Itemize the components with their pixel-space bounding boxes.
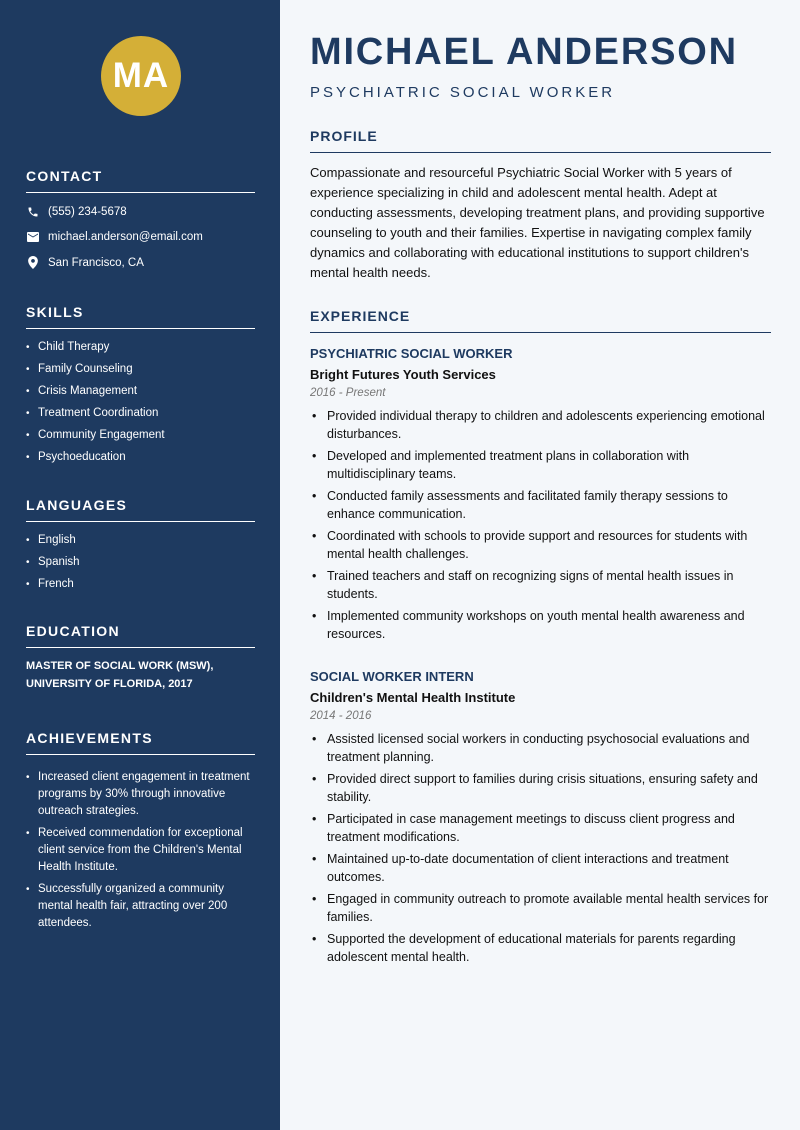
language-item: • English (26, 532, 255, 549)
skill-item: • Psychoeducation (26, 449, 255, 466)
contact-email-text: michael.anderson@email.com (48, 231, 203, 244)
job-role: PSYCHIATRIC SOCIAL WORKER (310, 346, 513, 361)
education-line-1: MASTER OF SOCIAL WORK (MSW), (26, 660, 214, 672)
job-company: Children's Mental Health Institute (310, 690, 516, 705)
education-section (26, 623, 255, 693)
sidebar (0, 0, 280, 1130)
language-item: • French (26, 576, 255, 593)
education-title: EDUCATION (26, 623, 255, 648)
experience-title: EXPERIENCE (310, 308, 771, 333)
contact-location-text: San Francisco, CA (48, 256, 144, 269)
job-dates: 2016 - Present (310, 387, 386, 399)
achievement-item: • Received commendation for exceptional client service from the Children's Mental Health Institute. (26, 825, 255, 876)
contact-location (26, 250, 255, 276)
skill-item: • Family Counseling (26, 361, 255, 378)
job-entry (310, 346, 771, 647)
profile-title: PROFILE (310, 128, 771, 153)
skill-item: • Crisis Management (26, 383, 255, 400)
contact-section (26, 168, 255, 276)
job-bullet: • Participated in case management meetings to discuss client progress and treatment modifications. (310, 810, 771, 846)
skill-item: • Treatment Coordination (26, 405, 255, 422)
job-bullet: • Provided individual therapy to children and adolescents experiencing emotional disturbances. (310, 407, 771, 443)
achievement-item: • Successfully organized a community mental health fair, attracting over 200 attendees. (26, 881, 255, 932)
languages-list (26, 532, 255, 593)
education-degree (26, 657, 255, 693)
achievement-item: • Increased client engagement in treatment programs by 30% through innovative outreach strategies. (26, 769, 255, 820)
location-icon (26, 256, 40, 270)
job-company: Bright Futures Youth Services (310, 367, 496, 382)
job-bullet: • Engaged in community outreach to promote available mental health services for families. (310, 890, 771, 926)
achievements-title: ACHIEVEMENTS (26, 730, 255, 755)
job-bullet: • Maintained up-to-date documentation of client interactions and treatment outcomes. (310, 850, 771, 886)
candidate-name: MICHAEL ANDERSON (310, 31, 738, 73)
skills-list (26, 339, 255, 466)
candidate-title: PSYCHIATRIC SOCIAL WORKER (310, 84, 616, 101)
profile-text: Compassionate and resourceful Psychiatric Social Worker with 5 years of experience specializing in child and adolescent mental health. Adept at conducting assessments, developing treatment plans, and providing supportive counseling to youth and their families. Expertise in navigating complex family dynamics and collaborating with educational institutions to support children's mental health needs. (310, 165, 765, 280)
achievements-section (26, 730, 255, 937)
skill-item: • Child Therapy (26, 339, 255, 356)
job-bullets (310, 730, 771, 966)
email-icon (26, 230, 40, 244)
job-bullet: • Implemented community workshops on youth mental health awareness and resources. (310, 607, 771, 643)
job-bullets (310, 407, 771, 643)
contact-phone[interactable] (26, 199, 255, 225)
language-item: • Spanish (26, 554, 255, 571)
job-dates: 2014 - 2016 (310, 710, 372, 722)
skills-section (26, 304, 255, 471)
job-entry (310, 669, 771, 970)
job-bullet: • Coordinated with schools to provide support and resources for students with mental health challenges. (310, 527, 771, 563)
phone-icon (26, 205, 40, 219)
contact-email[interactable] (26, 225, 255, 251)
job-bullet: • Supported the development of educational materials for parents regarding adolescent mental health. (310, 930, 771, 966)
job-role: SOCIAL WORKER INTERN (310, 669, 474, 684)
job-bullet: • Provided direct support to families during crisis situations, ensuring safety and stability. (310, 770, 771, 806)
job-bullet: • Assisted licensed social workers in conducting psychosocial evaluations and treatment planning. (310, 730, 771, 766)
contact-phone-text: (555) 234-5678 (48, 205, 127, 218)
job-bullet: • Conducted family assessments and facilitated family therapy sessions to enhance communication. (310, 487, 771, 523)
skills-title: SKILLS (26, 304, 255, 329)
job-bullet: • Developed and implemented treatment plans in collaboration with multidisciplinary teams. (310, 447, 771, 483)
languages-section (26, 497, 255, 598)
education-line-2: UNIVERSITY OF FLORIDA, 2017 (26, 678, 193, 690)
achievements-list (26, 769, 255, 932)
avatar: MA (101, 36, 181, 116)
skill-item: • Community Engagement (26, 427, 255, 444)
contact-title: CONTACT (26, 168, 255, 193)
languages-title: LANGUAGES (26, 497, 255, 522)
job-bullet: • Trained teachers and staff on recognizing signs of mental health issues in students. (310, 567, 771, 603)
